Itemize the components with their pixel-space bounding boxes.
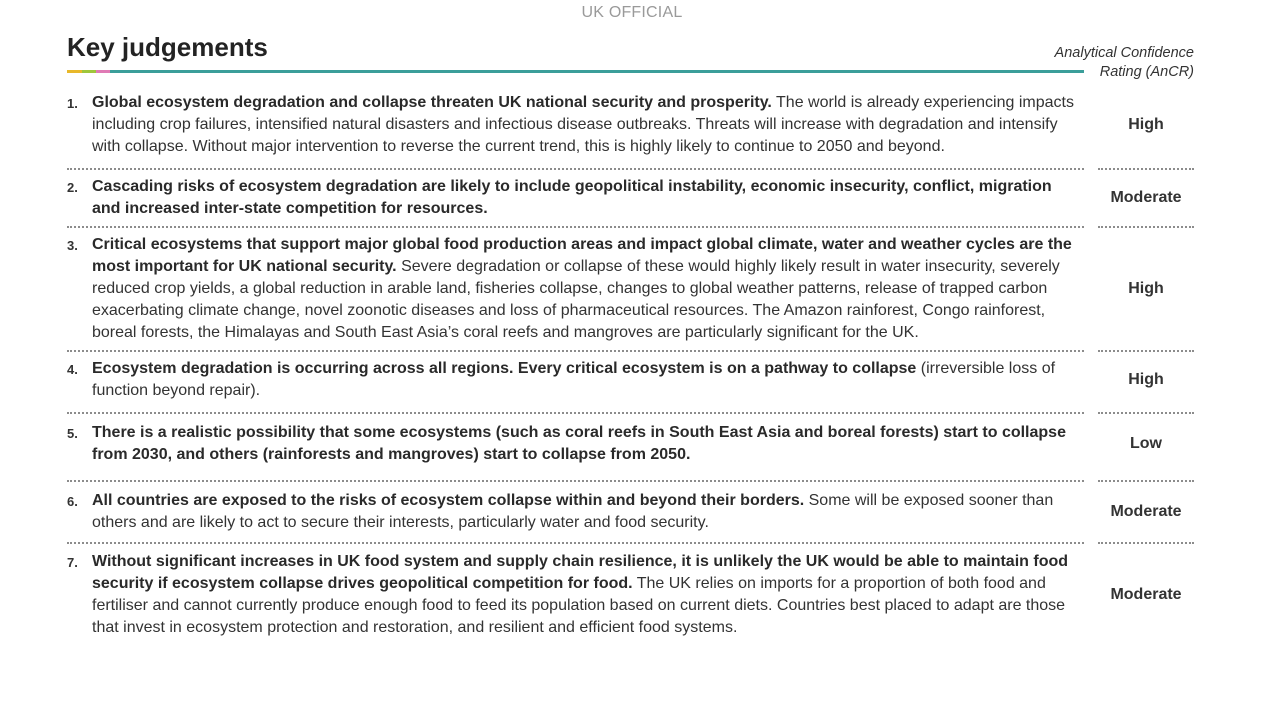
confidence-rating: Moderate xyxy=(1110,586,1182,603)
confidence-rating: Moderate xyxy=(1110,503,1182,520)
judgement-item xyxy=(67,352,1194,412)
judgement-body xyxy=(92,358,1084,402)
judgement-item xyxy=(67,544,1194,639)
underline-accent-yellow xyxy=(67,70,82,73)
judgement-headline: Critical ecosystems that support major global food production areas and impact global climate, water and weather cycles are the most important for UK national security. xyxy=(92,236,1072,275)
judgement-text-column xyxy=(67,92,1084,158)
judgement-item xyxy=(67,228,1194,350)
judgement-headline: There is a realistic possibility that some ecosystems (such as coral reefs in South East Asia and boreal forests) start to collapse from 2030, and others (rainforests and mangroves) start to collapse from 2050. xyxy=(92,424,1066,463)
judgement-detail: Severe degradation or collapse of these would highly likely result in water insecurity, severely reduced crop yields, a global reduction in arable land, fisheries collapse, changes to global weather patterns, release of trapped carbon exacerbating climate change, novel zoonotic diseases and loss of pharmaceutical resources. The Amazon rainforest, Congo rainforest, boreal forests, the Himalayas and South East Asia’s coral reefs and mangroves are particularly significant for the UK. xyxy=(92,258,1060,341)
rating-header-line-1: Analytical Confidence xyxy=(1054,45,1194,61)
judgement-headline: Global ecosystem degradation and collapse threaten UK national security and prosperity. xyxy=(92,94,772,111)
judgement-item xyxy=(67,88,1194,168)
judgement-body xyxy=(92,92,1084,158)
judgement-detail: Some will be exposed sooner than others and are likely to act to secure their interests, particularly water and food security. xyxy=(92,492,1054,531)
judgement-number: 4. xyxy=(67,362,78,377)
judgement-number: 1. xyxy=(67,96,78,111)
judgement-body xyxy=(92,490,1084,534)
judgement-text-column xyxy=(67,176,1084,220)
confidence-rating: Moderate xyxy=(1110,189,1182,206)
judgement-number: 6. xyxy=(67,494,78,509)
rating-column-header xyxy=(1055,44,1194,81)
title-underline xyxy=(67,70,1084,73)
underline-accent-pink xyxy=(96,70,110,73)
judgement-number: 2. xyxy=(67,180,78,195)
confidence-rating: High xyxy=(1128,280,1164,297)
judgement-text-column xyxy=(67,490,1084,534)
judgement-headline: All countries are exposed to the risks of ecosystem collapse within and beyond their borders. xyxy=(92,492,805,509)
judgement-item xyxy=(67,414,1194,480)
judgement-text-column xyxy=(67,358,1084,402)
underline-accent-teal xyxy=(110,70,124,73)
judgement-text-column xyxy=(67,551,1084,639)
judgement-number: 3. xyxy=(67,238,78,253)
judgement-body xyxy=(92,234,1084,344)
judgement-item xyxy=(67,170,1194,226)
judgement-text-column xyxy=(67,234,1084,344)
rating-header-line-2: Rating (AnCR) xyxy=(1099,63,1194,80)
judgements-list xyxy=(67,88,1194,639)
judgement-body xyxy=(92,176,1084,220)
confidence-rating: High xyxy=(1128,371,1164,388)
judgement-headline: Without significant increases in UK food system and supply chain resilience, it is unlikely the UK would be able to maintain food security if ecosystem collapse drives geopolitical competition for food. xyxy=(92,553,1069,592)
judgement-detail: (irreversible loss of function beyond repair). xyxy=(92,360,1056,399)
judgement-body xyxy=(92,551,1084,639)
judgement-number: 5. xyxy=(67,426,78,441)
judgement-text-column xyxy=(67,422,1084,466)
judgement-body xyxy=(92,422,1084,466)
judgement-number: 7. xyxy=(67,555,78,570)
classification-marking: UK OFFICIAL xyxy=(581,4,683,21)
judgement-item xyxy=(67,482,1194,542)
confidence-rating: Low xyxy=(1130,435,1162,452)
judgement-detail: The UK relies on imports for a proportion of both food and fertiliser and cannot currently produce enough food to feed its population based on current diets. Countries best placed to adapt are those that invest in ecosystem protection and restoration, and resilient and efficient food systems. xyxy=(92,575,1066,636)
page-title: Key judgements xyxy=(67,32,268,62)
judgement-headline: Cascading risks of ecosystem degradation are likely to include geopolitical instability, economic insecurity, conflict, migration and increased inter-state competition for resources. xyxy=(92,178,1052,217)
judgement-headline: Ecosystem degradation is occurring across all regions. Every critical ecosystem is on a pathway to collapse xyxy=(92,360,917,377)
judgement-detail: The world is already experiencing impacts including crop failures, intensified natural disasters and infectious disease outbreaks. Threats will increase with degradation and intensify with collapse. Without major intervention to reverse the current trend, this is highly likely to continue to 2050 and beyond. xyxy=(92,94,1074,155)
confidence-rating: High xyxy=(1128,116,1164,133)
underline-accent-green xyxy=(82,70,96,73)
